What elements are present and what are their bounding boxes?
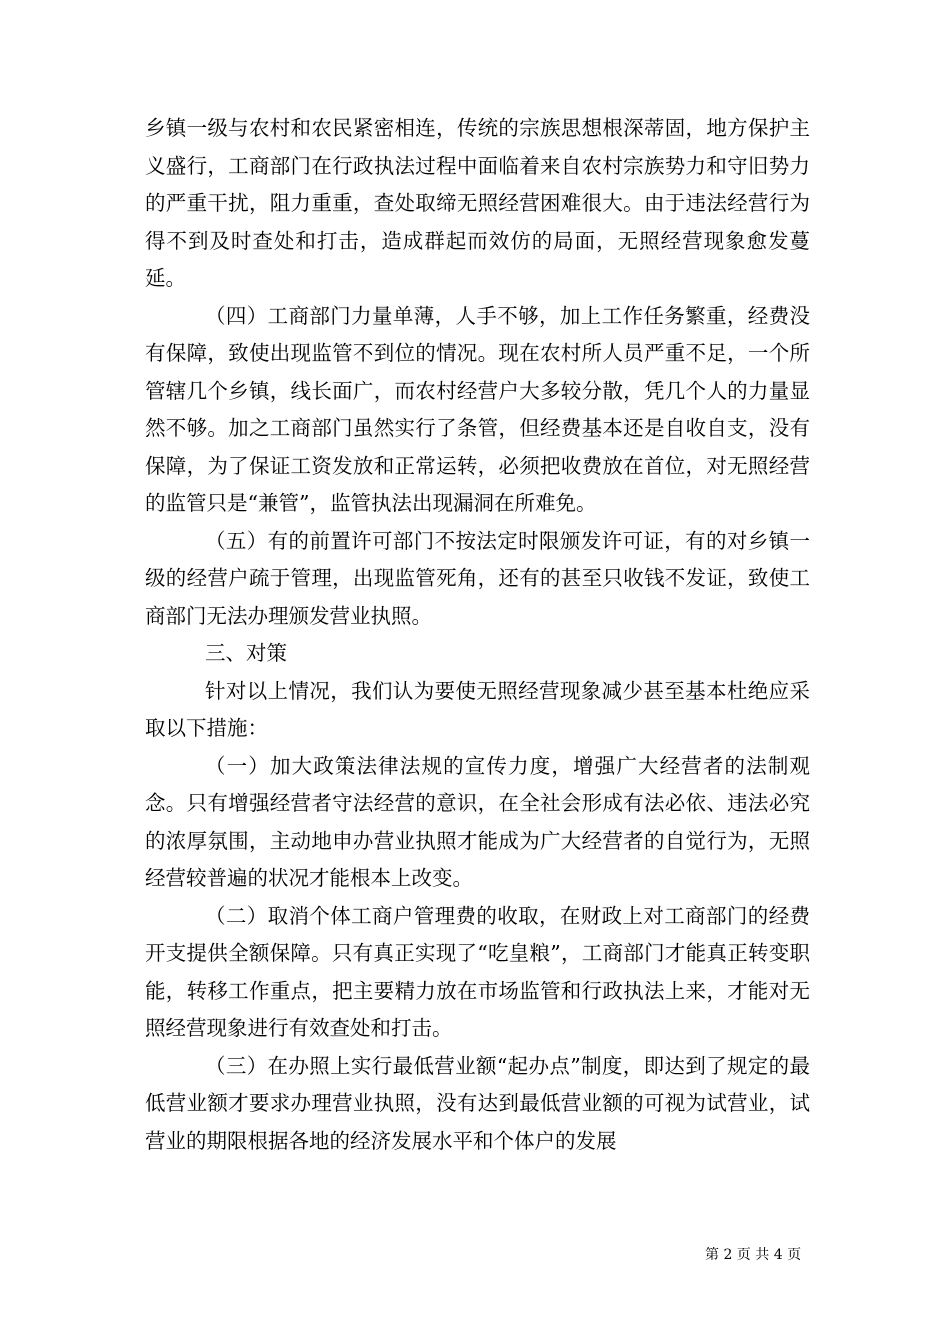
paragraph-5: 针对以上情况，我们认为要使无照经营现象减少甚至基本杜绝应采取以下措施： xyxy=(145,678,810,740)
section-heading-countermeasures: 三、对策 xyxy=(205,641,287,665)
page-number-footer: 第 2 页 共 4 页 xyxy=(705,1247,802,1263)
paragraph-6: （一）加大政策法律法规的宣传力度，增强广大经营者的法制观念。只有增强经营者守法经营的意识，在全社会形成有法必依、违法必究的浓厚氛围，主动地申办营业执照才能成为广大经营者的自觉行为，无照经营较普遍的状况才能根本上改变。 xyxy=(145,753,810,890)
paragraph-2: （四）工商部门力量单薄，人手不够，加上工作任务繁重，经费没有保障，致使出现监管不到位的情况。现在农村所人员严重不足，一个所管辖几个乡镇，线长面广，而农村经营户大多较分散，凭几个人的力量显然不够。加之工商部门虽然实行了条管，但经费基本还是自收自支，没有保障，为了保证工资发放和正常运转，必须把收费放在首位，对无照经营的监管只是“兼管”，监管执法出现漏洞在所难免。 xyxy=(145,303,810,515)
document-body xyxy=(145,110,810,1160)
paragraph-3: （五）有的前置许可部门不按法定时限颁发许可证，有的对乡镇一级的经营户疏于管理，出现监管死角，还有的甚至只收钱不发证，致使工商部门无法办理颁发营业执照。 xyxy=(145,528,810,628)
paragraph-8: （三）在办照上实行最低营业额“起办点”制度，即达到了规定的最低营业额才要求办理营业执照，没有达到最低营业额的可视为试营业，试营业的期限根据各地的经济发展水平和个体户的发展 xyxy=(145,1053,810,1153)
paragraph-7: （二）取消个体工商户管理费的收取，在财政上对工商部门的经费开支提供全额保障。只有真正实现了“吃皇粮”，工商部门才能真正转变职能，转移工作重点，把主要精力放在市场监管和行政执法上来，才能对无照经营现象进行有效查处和打击。 xyxy=(145,903,810,1040)
paragraph-1: 乡镇一级与农村和农民紧密相连，传统的宗族思想根深蒂固，地方保护主义盛行，工商部门在行政执法过程中面临着来自农村宗族势力和守旧势力的严重干扰，阻力重重，查处取缔无照经营困难很大。由于违法经营行为得不到及时查处和打击，造成群起而效仿的局面，无照经营现象愈发蔓延。 xyxy=(145,116,810,290)
